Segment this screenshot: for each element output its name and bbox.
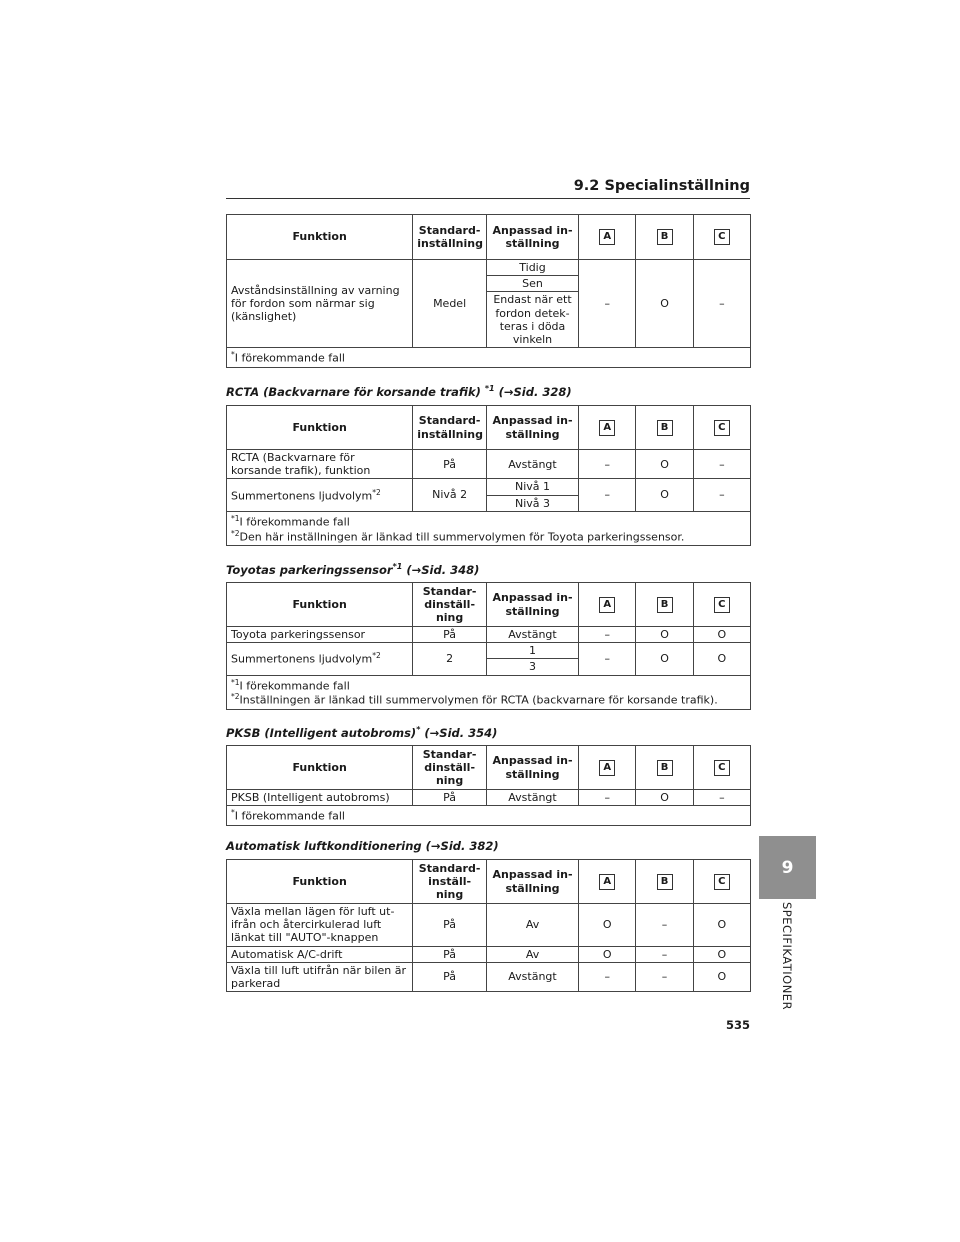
header-funktion: Funktion	[227, 860, 413, 904]
col-a-cell: –	[579, 450, 636, 479]
badge-a: A	[599, 229, 615, 245]
table-header-row	[227, 215, 751, 260]
default-cell: På	[413, 962, 487, 991]
header-anpassad: Anpassad in- ställning	[486, 215, 578, 260]
table-header-row	[227, 406, 751, 450]
header-standard: Standard- inställning	[413, 406, 487, 450]
page-number: 535	[725, 1018, 750, 1032]
badge-b: B	[657, 229, 673, 245]
badge-c: C	[714, 874, 730, 890]
col-a-cell: –	[579, 479, 636, 511]
title-footnote-mark: *1	[392, 562, 403, 571]
default-cell: På	[413, 450, 487, 479]
footnote-text: I förekommande fall	[234, 809, 345, 823]
col-a-cell: –	[579, 643, 636, 675]
footnote: $^{*1}$I förekommande fall	[231, 513, 350, 529]
option-cell: 1	[486, 643, 578, 659]
col-b-cell: O	[636, 260, 693, 348]
col-b-cell: –	[636, 946, 693, 962]
table-row	[227, 962, 751, 991]
col-c-cell: –	[693, 450, 750, 479]
col-b-cell: –	[636, 904, 693, 947]
col-c-cell: O	[693, 946, 750, 962]
header-anpassad: Anpassad in- ställning	[486, 583, 578, 627]
title-footnote-mark: *	[416, 725, 421, 734]
custom-cell: Av	[486, 946, 578, 962]
table-row	[227, 946, 751, 962]
table-row	[227, 450, 751, 479]
function-cell: Toyota parkeringssensor	[227, 627, 413, 643]
chapter-label: SPECIFIKATIONER	[780, 902, 794, 1011]
badge-b: B	[657, 597, 673, 613]
col-c-cell: O	[693, 627, 750, 643]
option-cell: Tidig	[486, 260, 578, 276]
badge-b: B	[657, 874, 673, 890]
footnote-mark: *	[231, 350, 235, 360]
section-title-parking-sensor: Toyotas parkeringssensor$^{*1}$ (→Sid. 348)	[226, 562, 480, 577]
header-funktion: Funktion	[227, 583, 413, 627]
badge-c: C	[714, 420, 730, 436]
option-cell: Nivå 1	[486, 479, 578, 495]
footnote-row	[227, 348, 751, 368]
col-c-cell: –	[693, 479, 750, 511]
default-cell: På	[413, 790, 487, 806]
option-cell: Endast när ett fordon detek-teras i döda vinkeln	[486, 292, 578, 348]
badge-a: A	[599, 420, 615, 436]
header-funktion: Funktion	[227, 746, 413, 790]
custom-cell: Av	[486, 904, 578, 947]
option-cell: Nivå 3	[486, 495, 578, 511]
title-footnote-mark: *1	[484, 384, 495, 393]
default-cell: Medel	[413, 260, 487, 348]
col-c-cell: –	[693, 790, 750, 806]
table-row	[227, 260, 751, 276]
header-standard: Standar- dinställ- ning	[413, 583, 487, 627]
default-cell: På	[413, 904, 487, 947]
table-row	[227, 790, 751, 806]
header-funktion: Funktion	[227, 406, 413, 450]
header-anpassad: Anpassad in- ställning	[486, 860, 578, 904]
header-funktion: Funktion	[227, 215, 413, 260]
footnote: $^{*2}$Den här inställningen är länkad till summervolymen för Toyota parkeringssensor.	[231, 528, 685, 544]
col-b-cell: O	[636, 450, 693, 479]
badge-c: C	[714, 597, 730, 613]
col-c-cell: –	[693, 260, 750, 348]
col-a-cell: –	[579, 260, 636, 348]
settings-table-pksb	[226, 745, 751, 826]
col-a-cell: O	[579, 946, 636, 962]
section-title-rcta: RCTA (Backvarnare för korsande trafik) $^{*1}$ (→Sid. 328)	[226, 384, 572, 399]
col-b-cell: –	[636, 962, 693, 991]
header-anpassad: Anpassad in- ställning	[486, 406, 578, 450]
badge-b: B	[657, 760, 673, 776]
header-standard: Standard- inställ- ning	[413, 860, 487, 904]
badge-b: B	[657, 420, 673, 436]
badge-a: A	[599, 597, 615, 613]
custom-cell: Avstängt	[486, 627, 578, 643]
header-standard: Standar- dinställ- ning	[413, 746, 487, 790]
col-c-cell: O	[693, 962, 750, 991]
col-a-cell: –	[579, 627, 636, 643]
footnote-mark: *2	[372, 487, 381, 497]
table-row	[227, 643, 751, 659]
footnote-mark: *2	[372, 651, 381, 661]
col-a-cell: –	[579, 790, 636, 806]
footnote-mark: *	[231, 808, 235, 818]
table-row	[227, 904, 751, 947]
default-cell: På	[413, 946, 487, 962]
settings-table-blind-spot	[226, 214, 751, 368]
default-cell: 2	[413, 643, 487, 675]
col-b-cell: O	[636, 790, 693, 806]
col-b-cell: O	[636, 643, 693, 675]
function-cell: Avståndsinställning av varning för fordon som närmar sig (känslighet)	[227, 260, 413, 348]
col-c-cell: O	[693, 643, 750, 675]
function-cell: Växla till luft utifrån när bilen är parkerad	[227, 962, 413, 991]
footnote-text: I förekommande fall	[234, 351, 345, 365]
col-a-cell: O	[579, 904, 636, 947]
default-cell: På	[413, 627, 487, 643]
page-header: 9.2 Specialinställning	[226, 178, 750, 199]
badge-a: A	[599, 760, 615, 776]
custom-cell: Avstängt	[486, 790, 578, 806]
footnote-row	[227, 806, 751, 826]
col-a-cell: –	[579, 962, 636, 991]
footnote: $^{*2}$Inställningen är länkad till summervolymen för RCTA (backvarnare för korsande trafik).	[231, 692, 718, 708]
footnote-row	[227, 511, 751, 546]
badge-c: C	[714, 229, 730, 245]
settings-table-climate	[226, 859, 751, 992]
footnote-row	[227, 675, 751, 710]
option-cell: 3	[486, 659, 578, 675]
function-cell: PKSB (Intelligent autobroms)	[227, 790, 413, 806]
function-cell: Växla mellan lägen för luft ut-ifrån och återcirkulerad luft länkat till "AUTO"-knappen	[227, 904, 413, 947]
col-b-cell: O	[636, 479, 693, 511]
table-header-row	[227, 746, 751, 790]
table-header-row	[227, 860, 751, 904]
custom-cell: Avstängt	[486, 962, 578, 991]
custom-cell: Avstängt	[486, 450, 578, 479]
footnote: $^{*1}$I förekommande fall	[231, 677, 350, 693]
badge-a: A	[599, 874, 615, 890]
col-c-cell: O	[693, 904, 750, 947]
table-header-row	[227, 583, 751, 627]
col-b-cell: O	[636, 627, 693, 643]
section-title-pksb: PKSB (Intelligent autobroms)* (→Sid. 354)	[226, 725, 498, 740]
table-row	[227, 479, 751, 495]
settings-table-parking-sensor	[226, 582, 751, 710]
table-row	[227, 627, 751, 643]
option-cell: Sen	[486, 276, 578, 292]
function-cell: Automatisk A/C-drift	[227, 946, 413, 962]
header-standard: Standard- inställning	[413, 215, 487, 260]
settings-table-rcta	[226, 405, 751, 546]
chapter-tab: 9	[759, 836, 816, 899]
header-anpassad: Anpassad in- ställning	[486, 746, 578, 790]
function-cell: Summertonens ljudvolym$^{*2}$	[227, 643, 413, 675]
function-cell: RCTA (Backvarnare för korsande trafik), funktion	[227, 450, 413, 479]
badge-c: C	[714, 760, 730, 776]
function-cell: Summertonens ljudvolym$^{*2}$	[227, 479, 413, 511]
section-title-climate: Automatisk luftkonditionering (→Sid. 382)	[226, 839, 499, 853]
default-cell: Nivå 2	[413, 479, 487, 511]
